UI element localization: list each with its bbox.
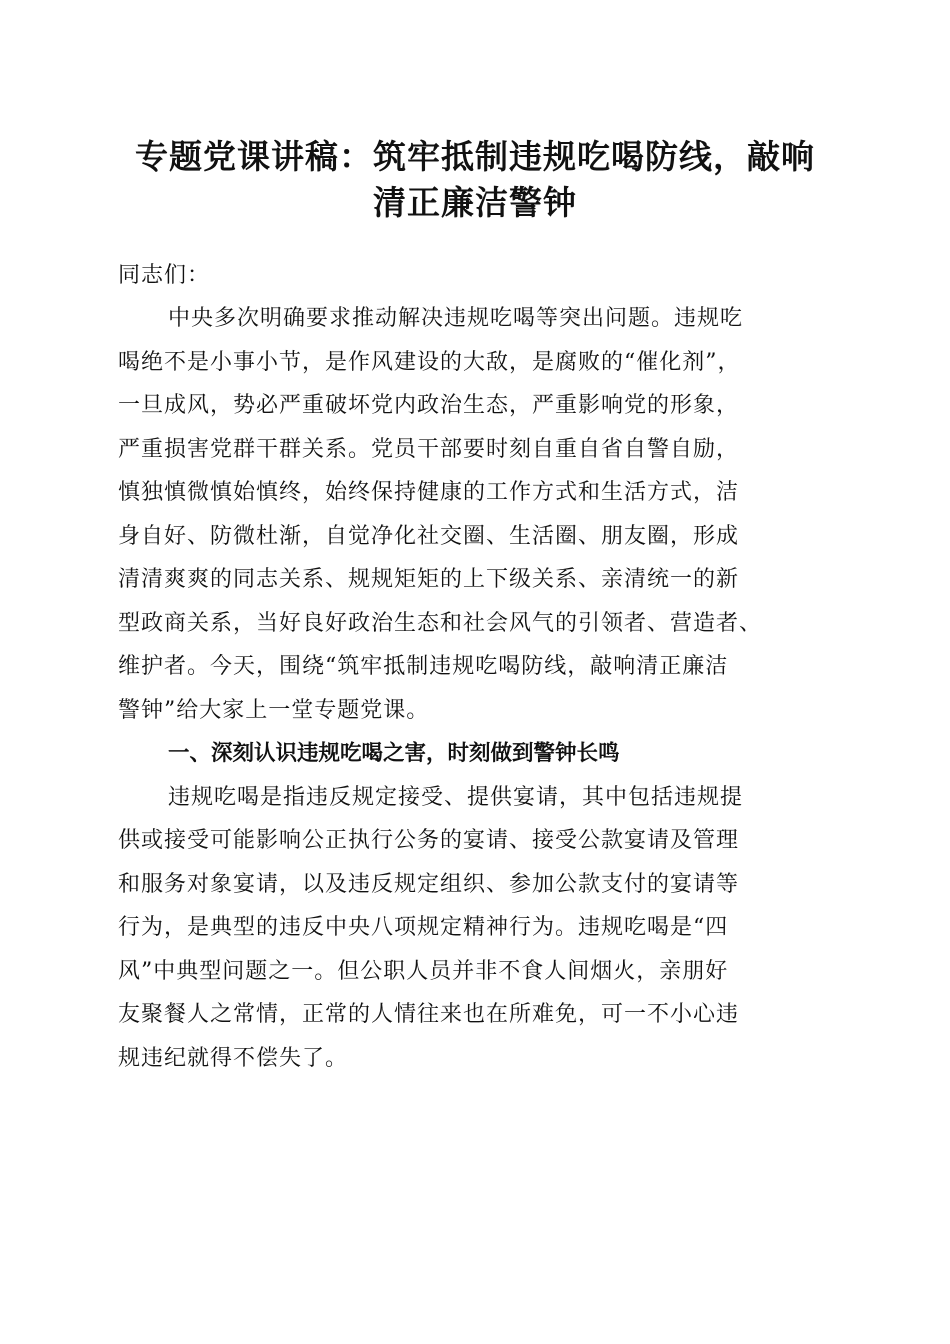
paragraph-line: 和服务对象宴请，以及违反规定组织、参加公款支付的宴请等: [118, 871, 740, 897]
paragraph-line: 身自好、防微杜渐，自觉净化社交圈、生活圈、朋友圈，形成: [118, 523, 740, 549]
paragraph-line: 型政商关系，当好良好政治生态和社会风气的引领者、营造者、: [118, 610, 763, 636]
document-title: [95, 134, 855, 226]
salutation: 同志们：: [118, 263, 211, 288]
paragraph-line: 维护者。今天，围绕“筑牢抵制违规吃喝防线，敲响清正廉洁: [118, 654, 729, 679]
paragraph-line: 规违纪就得不偿失了。: [118, 1045, 349, 1071]
paragraph-line: 友聚餐人之常情，正常的人情往来也在所难免，可一不小心违: [118, 1002, 740, 1027]
paragraph-line: 清清爽爽的同志关系、规规矩矩的上下级关系、亲清统一的新: [118, 567, 740, 592]
paragraph-line: 严重损害党群干群关系。党员干部要时刻自重自省自警自励，: [118, 436, 740, 462]
paragraph-line: 违规吃喝是指违反规定接受、提供宴请，其中包括违规提: [168, 784, 744, 810]
paragraph-line: 慎独慎微慎始慎终，始终保持健康的工作方式和生活方式，洁: [118, 480, 740, 505]
intro-paragraph: [118, 297, 832, 732]
section-heading: 一、深刻认识违规吃喝之害，时刻做到警钟长鸣: [168, 741, 620, 766]
paragraph-line: 行为，是典型的违反中央八项规定精神行为。违规吃喝是“四: [118, 915, 729, 940]
paragraph-line: 喝绝不是小事小节，是作风建设的大敌，是腐败的“催化剂”，: [118, 349, 741, 375]
title-line: 专题党课讲稿：筑牢抵制违规吃喝防线，敲响: [135, 137, 815, 176]
document-body: [118, 254, 832, 1080]
paragraph-line: 中央多次明确要求推动解决违规吃喝等突出问题。违规吃: [168, 306, 744, 331]
paragraph-line: 警钟”给大家上一堂专题党课。: [118, 697, 430, 723]
paragraph-line: 供或接受可能影响公正执行公务的宴请、接受公款宴请及管理: [118, 828, 740, 853]
title-line: 清正廉洁警钟: [373, 183, 577, 222]
paragraph-line: 一旦成风，势必严重破坏党内政治生态，严重影响党的形象，: [118, 393, 740, 418]
section-paragraph: [118, 776, 832, 1081]
paragraph-line: 风”中典型问题之一。但公职人员并非不食人间烟火，亲朋好: [118, 958, 729, 984]
